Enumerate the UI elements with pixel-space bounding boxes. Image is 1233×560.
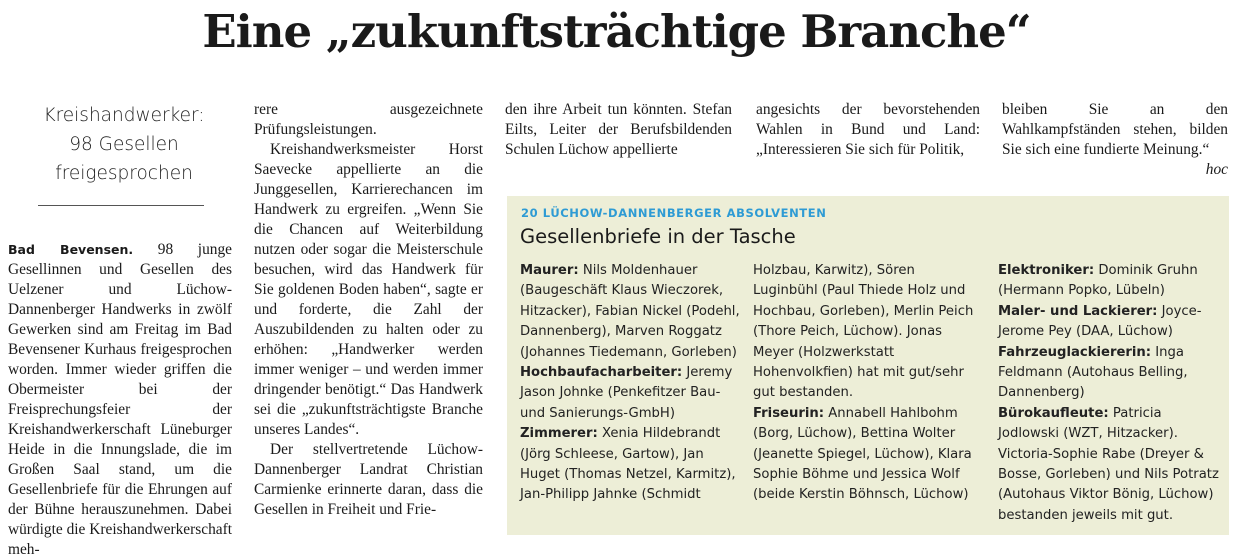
list-item: [998, 302, 1222, 343]
trade-names: Inga Feldmann (Autohaus Belling, Dannenberg): [998, 344, 1188, 401]
trade-names: Annabell Hahlbohm (Borg, Lüchow), Bettina Wolter (Jeanette Spiegel, Lüchow), Klara Sophie Böhme und Jessica Wolf (beide Kerstin Böhnsch, Lüchow): [753, 405, 972, 503]
trade-names: Nils Moldenhauer (Baugeschäft Klaus Wieczorek, Hitzacker), Fabian Nickel (Podehl, Dannenberg), Marven Roggatz (Johannes Tiedemann, Gorleben): [520, 263, 740, 360]
trade-names: Patricia Jodlowski (WZT, Hitzacker). Victoria-Sophie Rabe (Dreyer & Bosse, Gorleben) und Nils Potratz (Autohaus Viktor Bönig, Lüchow) bestanden jeweils mit gut.: [998, 405, 1219, 523]
article-paragraph: Kreishandwerksmeister Horst Saevecke appellierte an die Junggesellen, Karrierechancen im Handwerk zu ergreifen. „Wenn Sie die Chancen auf Weiterbildung nutzen oder sogar die Meisterschule besuchen, wird das Handwerk für Sie goldenen Boden haben“, sagte er und forderte, die Zahl der Auszubildenden zu halten oder zu erhöhen: „Handwerker werden immer weniger – und werden immer dringender benötigt.“ Das Handwerk sei die „zukunftsträchtigste Branche unseres Landes“.: [254, 141, 483, 438]
trade-label: Friseurin:: [753, 405, 825, 421]
kicker-line: Kreishandwerker:: [43, 105, 205, 126]
trade-names: Jeremy Jason Johnke (Penkefitzer Bau- und Sanierungs-GmbH): [520, 365, 733, 421]
list-item: [998, 404, 1222, 526]
article-paragraph: angesichts der bevorstehenden Wahlen in Bund und Land: „Interessieren Sie sich für Politik,: [756, 101, 980, 158]
list-item: [998, 343, 1222, 404]
trade-label: Bürokaufleute:: [998, 405, 1109, 421]
graduates-infobox: [507, 196, 1229, 535]
article-paragraph: Der stellvertretende Lüchow-Dannenberger Landrat Christian Carmienke erinnerte daran, dass die Gesellen in Freiheit und Frie-: [254, 441, 483, 518]
article-column-5: [1002, 100, 1228, 180]
kicker-line: freigesprochen: [55, 163, 193, 184]
article-column-4: [756, 100, 980, 160]
list-item: [520, 424, 742, 506]
article-column-1: [8, 240, 232, 560]
headline: Eine „zukunftsträchtige Branche“: [202, 5, 1031, 58]
article-column-2: [254, 100, 483, 520]
trade-label: Zimmerer:: [520, 426, 598, 442]
trade-label: Hochbaufacharbeiter:: [520, 365, 683, 381]
article-paragraph: [1002, 100, 1228, 178]
list-item: [998, 261, 1222, 302]
list-item: [753, 261, 983, 404]
trade-label: Fahrzeuglackiererin:: [998, 344, 1152, 360]
article-paragraph: rere ausgezeichnete Prüfungsleistungen.: [254, 101, 483, 138]
trade-label: Elektroniker:: [998, 263, 1095, 278]
kicker-line: 98 Gesellen: [69, 134, 179, 155]
infobox-title: Gesellenbriefe in der Tasche: [520, 225, 796, 248]
article-column-3: [505, 100, 732, 160]
trade-label: Maurer:: [520, 263, 579, 278]
trade-label: Maler- und Lackierer:: [998, 303, 1158, 319]
dateline: Bad Bevensen.: [8, 242, 134, 257]
article-kicker: [36, 101, 212, 188]
trade-names: Dominik Gruhn (Hermann Popko, Lübeln): [998, 263, 1198, 299]
infobox-kicker: 20 LÜCHOW-DANNENBERGER ABSOLVENTEN: [521, 206, 827, 220]
trade-names: Holzbau, Karwitz), Sören Luginbühl (Paul Thiede Holz und Hochbau, Gorleben), Merlin Peich (Thore Peich, Lüchow). Jonas Meyer (Holzwerkstatt Hohenvolkfien) hat mit gut/sehr gut bestanden.: [753, 263, 974, 401]
infobox-column-2: [753, 261, 983, 506]
trade-names: Xenia Hildebrandt (Jörg Schleese, Gartow), Jan Huget (Thomas Netzel, Karmitz), Jan-Philipp Jahnke (Schmidt: [520, 426, 736, 503]
article-text: bleiben Sie an den Wahlkampfständen stehen, bilden Sie sich eine fundierte Meinung.“: [1002, 101, 1228, 158]
article-text: 98 junge Gesellinnen und Gesellen des Uelzener und Lüchow-Dannenberger Handwerks in zwölf Gewerken sind am Freitag im Bad Bevensener Kurhaus freigesprochen worden. Immer wieder griffen die Obermeister bei der Freisprechungsfeier der Kreishandwerkerschaft Lüneburger Heide in die Innungslade, die im Großen Saal stand, um die Gesellenbriefe für die Ehrungen auf der Bühne herauszunehmen. Dabei würdigte die Kreishandwerkerschaft meh-: [8, 241, 232, 558]
list-item: [753, 404, 983, 506]
article-paragraph: den ihre Arbeit tun könnten. Stefan Eilts, Leiter der Berufsbildenden Schulen Lüchow appellierte: [505, 101, 732, 158]
infobox-column-1: [520, 261, 742, 506]
kicker-divider: [38, 205, 204, 206]
infobox-column-3: [998, 261, 1222, 526]
list-item: [520, 261, 742, 363]
list-item: [520, 363, 742, 424]
author-signature: hoc: [1205, 161, 1228, 178]
trade-names: Joyce-Jerome Pey (DAA, Lüchow): [998, 303, 1202, 340]
